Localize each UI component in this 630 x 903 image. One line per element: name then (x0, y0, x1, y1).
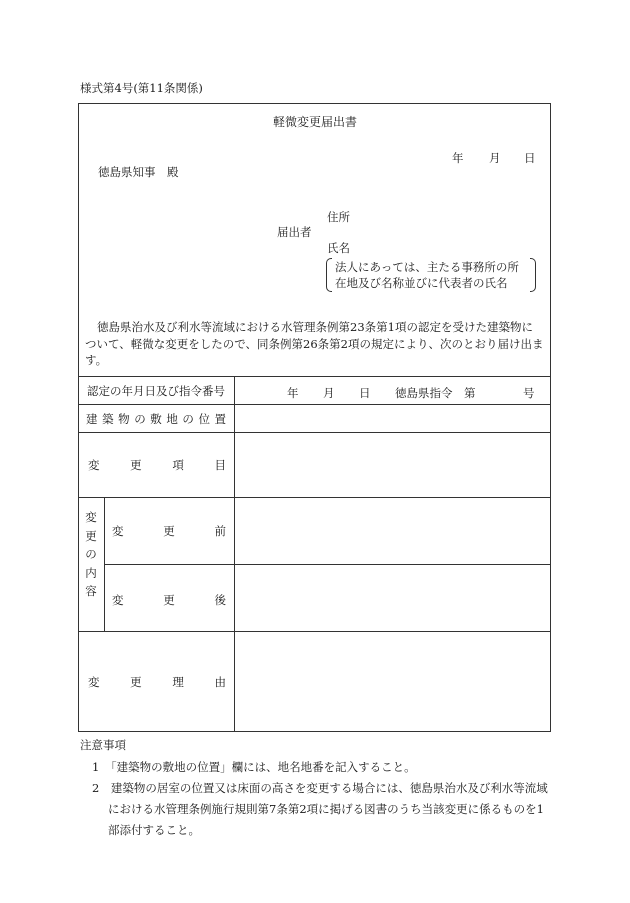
statement-line: ついて、軽微な変更をしたので、同条例第26条第2項の規定により、次のとおり届け出ま (85, 336, 544, 351)
name-label: 氏名 (327, 241, 350, 255)
note-item: 2 建築物の居室の位置又は床面の高さを変更する場合には、徳島県治水及び利水等流域における水管理条例施行規則第7条第2項に掲げる図書のうち当該変更に係るものを1部添付すること。 (92, 781, 548, 837)
submitter-label: 届出者 (277, 225, 312, 239)
item-label: 変 更 項 目 (88, 458, 226, 472)
column-divider (234, 376, 235, 732)
date-year-label: 年 (452, 151, 464, 165)
cert-order-prefix: 徳島県指令 第 (395, 386, 476, 400)
notes-heading: 注意事項 (80, 738, 126, 752)
statement-line: す。 (85, 353, 108, 367)
notes (80, 737, 550, 841)
cert-number-suffix: 号 (523, 386, 535, 400)
date-month-label: 月 (489, 151, 501, 165)
date-day-label: 日 (524, 151, 536, 165)
after-label: 変 更 後 (112, 593, 226, 607)
cert-day-label: 日 (359, 386, 371, 400)
cert-label: 認定の年月日及び指令番号 (87, 383, 225, 398)
before-label: 変 更 前 (112, 524, 226, 538)
cert-year-label: 年 (287, 386, 299, 400)
form-title: 軽微変更届出書 (272, 115, 357, 129)
corporation-note (326, 258, 536, 292)
note-item: 1 「建築物の敷地の位置」欄には、地名地番を記入すること。 (92, 760, 416, 774)
form-number: 様式第4号(第11条関係) (80, 81, 203, 95)
cert-month-label: 月 (323, 386, 335, 400)
corporation-note-line2: 在地及び名称並びに代表者の氏名 (335, 276, 508, 290)
bracket-left (326, 258, 332, 292)
site-label: 建 築 物 の 敷 地 の 位 置 (86, 411, 226, 426)
bracket-right (530, 258, 536, 292)
statement-body (85, 319, 547, 369)
corporation-note-line1: 法人にあっては、主たる事務所の所 (335, 260, 519, 274)
address-label: 住所 (327, 210, 350, 224)
reason-label: 変 更 理 由 (88, 675, 226, 689)
statement-line: 徳島県治水及び利水等流域における水管理条例第23条第1項の認定を受けた建築物に (97, 320, 533, 334)
addressee: 徳島県知事 殿 (98, 165, 179, 179)
content-label: 変 更 の 内 容 (85, 510, 97, 598)
